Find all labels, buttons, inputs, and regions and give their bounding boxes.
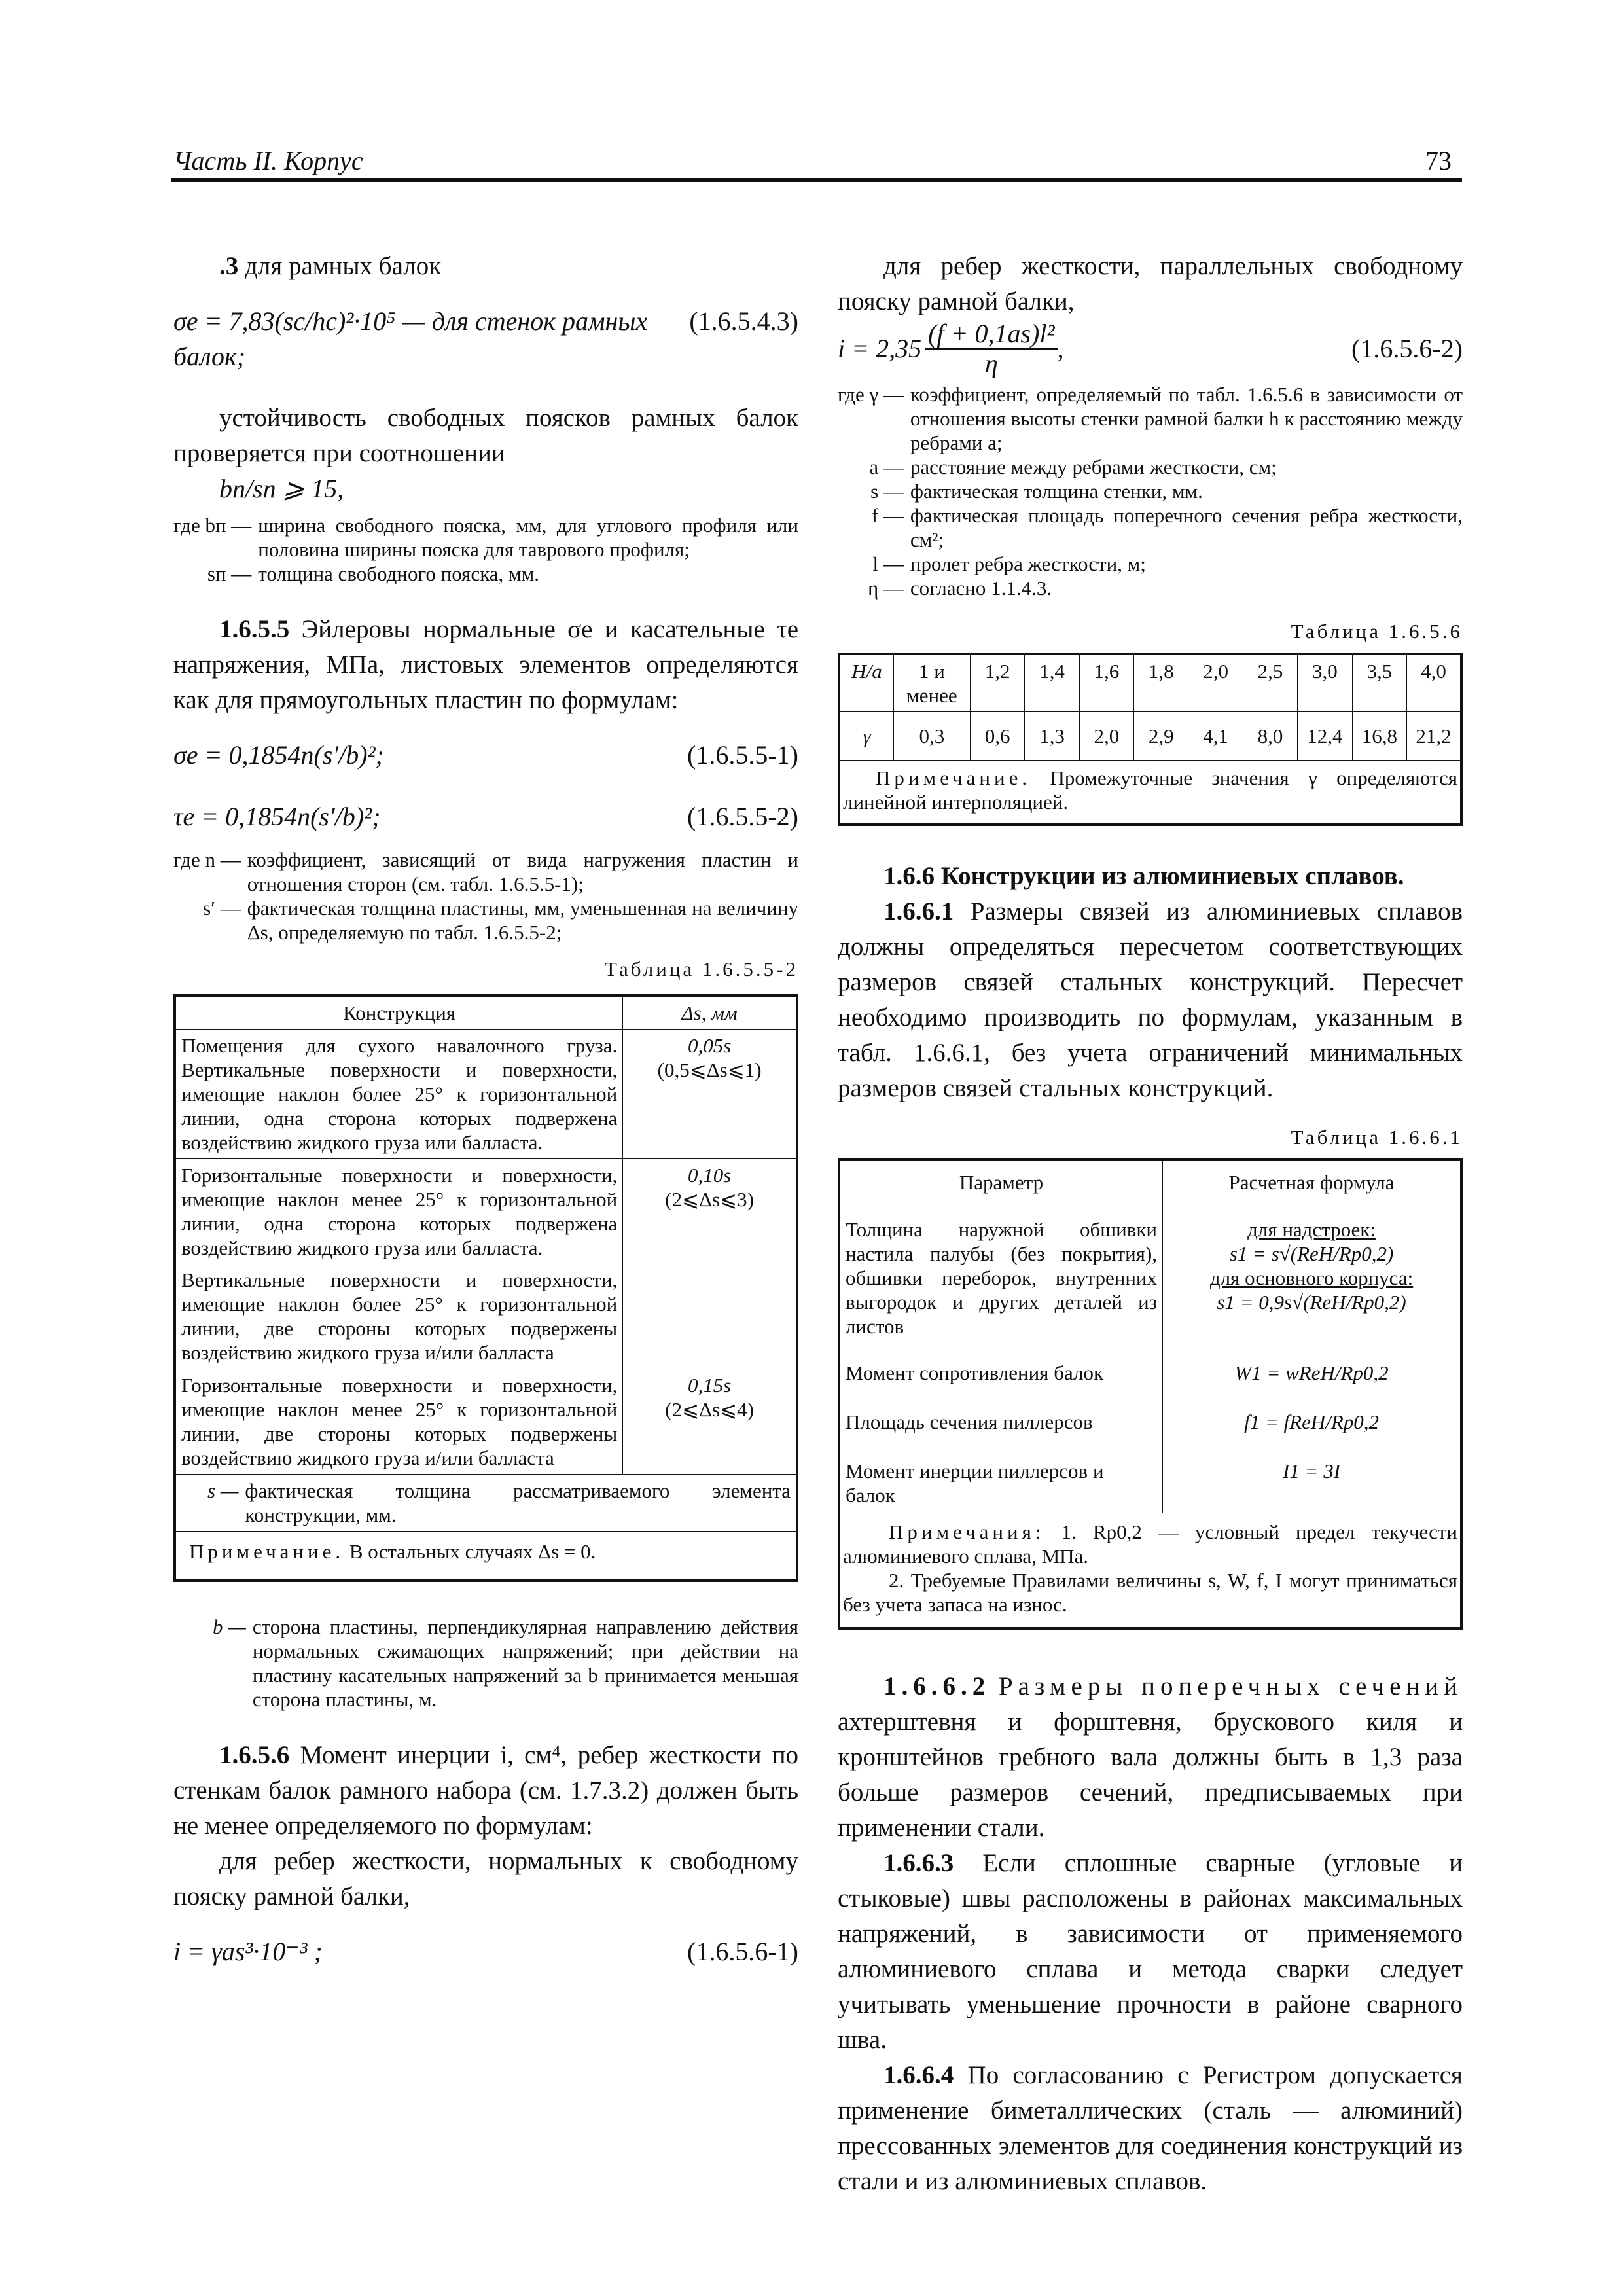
fraction <box>925 319 1057 378</box>
note-text: 2. Требуемые Правилами величины s, W, f, I могут приниматься без учета запаса на износ. <box>843 1569 1457 1616</box>
paragraph <box>838 2058 1463 2199</box>
note-label: Примечания: <box>889 1520 1045 1543</box>
table-row <box>839 1441 1461 1513</box>
table-cell: 3,0 <box>1298 654 1352 712</box>
table-cell <box>1163 1204 1461 1343</box>
formula-expression: σe = 0,1854n(s′/b)²; <box>173 740 384 770</box>
table-cell <box>623 1369 797 1475</box>
legend-symbol: sп — <box>207 562 252 585</box>
legend-text: ширина свободного пояска, мм, для углового профиля или половина ширины пояска для таврового профиля; <box>258 514 798 561</box>
table-note <box>175 1475 797 1532</box>
header-rule <box>171 178 1462 182</box>
running-header: Часть II. Корпус <box>173 146 363 175</box>
fraction-numerator: (f + 0,1as)l² <box>925 319 1057 350</box>
cell-range: (2⩽Δs⩽4) <box>665 1398 754 1421</box>
table-cell: W1 = wReH/Rp0,2 <box>1163 1342 1461 1391</box>
legend-symbol: где bп — <box>173 514 252 537</box>
legend-symbol: η — <box>867 577 904 600</box>
table-cell: f1 = fReH/Rp0,2 <box>1163 1391 1461 1441</box>
legend-symbol: где n — <box>173 848 241 871</box>
table-cell: Момент сопротивления балок <box>839 1342 1163 1391</box>
table-cell: 1 и менее <box>893 654 970 712</box>
table-cell: I1 = 3I <box>1163 1441 1461 1513</box>
legend-symbol: l — <box>872 552 904 575</box>
paragraph-text: Если сплошные сварные (угловые и стыковые) швы расположены в районах максимальных напряжений, в зависимости от применяемого алюминиевого сплава и метода сварки следует учитывать уменьшение прочности в районе сварного шва. <box>838 1849 1463 2054</box>
table-cell: 1,6 <box>1079 654 1133 712</box>
legend-symbol: s — <box>870 480 904 503</box>
formula <box>173 304 798 374</box>
cell-text: Вертикальные поверхности и поверхности, имеющие наклон более 25° к горизонтальной линии, две стороны которых подвержены воздействию жидкого груза и/или балласта <box>181 1268 618 1364</box>
paragraph: для ребер жесткости, параллельных свободному пояску рамной балки, <box>838 252 1463 315</box>
table-cell: 1,4 <box>1025 654 1079 712</box>
table-cell: 4,0 <box>1407 654 1461 712</box>
paragraph-text: Размеры связей из алюминиевых сплавов должны определяться пересчетом соответствующих размеров связей стальных конструкций. Пересчет необходимо производить по формулам, указанным в табл. 1.6.6.1, без учета ограничений минимальных размеров связей стальных конструкций. <box>838 897 1463 1102</box>
table-cell: 21,2 <box>1407 712 1461 761</box>
note-text: 1. Rp0,2 — условный предел текучести алюминиевого сплава, МПа. <box>843 1520 1457 1568</box>
right-column <box>838 249 1463 2199</box>
note-text: Промежуточные значения γ определяются линейной интерполяцией. <box>843 766 1457 814</box>
table-delta-s <box>173 994 798 1582</box>
formula-number: (1.6.5.5-1) <box>687 740 798 770</box>
paragraph <box>173 1738 798 1844</box>
table-cell: 2,0 <box>1079 712 1133 761</box>
table-cell: 1,3 <box>1025 712 1079 761</box>
table-row <box>839 654 1461 712</box>
cell-formula: s1 = 0,9s√(ReH/Rp0,2) <box>1217 1291 1406 1314</box>
formula-label: для основного корпуса: <box>1209 1266 1414 1289</box>
table-cell: 8,0 <box>1243 712 1297 761</box>
cell-text: Горизонтальные поверхности и поверхности, имеющие наклон менее 25° к горизонтальной линии, одна сторона которых подвержена воздействию жидкого груза или балласта. <box>181 1164 618 1259</box>
table-cell: Площадь сечения пиллерсов <box>839 1391 1163 1441</box>
paragraph-text: Момент инерции i, см⁴, ребер жесткости по стенкам балок рамного набора (см. 1.7.3.2) должен быть не менее определяемого по формулам: <box>173 1741 798 1840</box>
table-header-cell: Расчетная формула <box>1163 1160 1461 1204</box>
legend-text: пролет ребра жесткости, м; <box>910 552 1146 575</box>
formula <box>173 471 798 507</box>
symbol-legend <box>173 848 798 944</box>
table-row <box>839 1391 1461 1441</box>
clause-number: .3 <box>219 252 239 280</box>
paragraph-text: для рамных балок <box>245 252 442 280</box>
cell-formula: s1 = s√(ReH/Rp0,2) <box>1229 1242 1394 1265</box>
table-cell <box>623 1159 797 1369</box>
cell-value: 0,15s <box>687 1374 732 1397</box>
formula-number: (1.6.5.6-1) <box>687 1937 798 1966</box>
symbol-legend <box>838 382 1463 600</box>
paragraph-text: По согласованию с Регистром допускается применение биметаллических (сталь — алюминий) прессованных элементов для соединения конструкций из стали и из алюминиевых сплавов. <box>838 2061 1463 2195</box>
legend-symbol: s — <box>207 1479 239 1502</box>
legend-symbol: s′ — <box>203 897 241 920</box>
formula-lhs: i = 2,35 <box>838 334 922 363</box>
legend-symbol: b — <box>213 1615 246 1638</box>
table-gamma <box>838 653 1463 826</box>
formula <box>173 799 798 834</box>
cell-range: (2⩽Δs⩽3) <box>665 1188 754 1211</box>
legend-symbol: f — <box>871 504 904 527</box>
clause-number: 1.6.6.1 <box>883 897 954 925</box>
table-cell: H/a <box>839 654 893 712</box>
symbol-legend <box>173 513 798 586</box>
paragraph <box>173 612 798 718</box>
legend-text: согласно 1.1.4.3. <box>910 577 1052 600</box>
table-row <box>175 1369 797 1475</box>
legend-text: фактическая толщина стенки, мм. <box>910 480 1203 503</box>
table-note <box>839 761 1461 825</box>
legend-symbol: где γ — <box>838 383 904 406</box>
table-note <box>839 1513 1461 1629</box>
table-cell: 2,5 <box>1243 654 1297 712</box>
table-cell: 0,6 <box>970 712 1024 761</box>
cell-range: (0,5⩽Δs⩽1) <box>657 1058 762 1081</box>
legend-text: фактическая толщина пластины, мм, уменьшенная на величину Δs, определяемую по табл. 1.6.5.5-2; <box>247 897 798 944</box>
table-row <box>175 1030 797 1159</box>
table-caption: Таблица 1.6.5.5-2 <box>604 958 798 980</box>
table-cell: 12,4 <box>1298 712 1352 761</box>
legend-text: коэффициент, зависящий от вида нагружения пластин и отношения сторон (см. табл. 1.6.5.5-1); <box>247 848 798 895</box>
formula-expression: σe = 7,83(sc/hc)²·10⁵ — для стенок рамных балок; <box>173 306 648 371</box>
table-header-cell: Δs, мм <box>623 996 797 1030</box>
formula-number: (1.6.5.6-2) <box>1351 334 1463 363</box>
clause-number: 1.6.6.4 <box>883 2061 954 2089</box>
clause-number: 1.6.6.2 <box>883 1672 991 1700</box>
table-cell: γ <box>839 712 893 761</box>
table-cell: 16,8 <box>1352 712 1406 761</box>
clause-number: 1.6.5.6 <box>219 1741 290 1769</box>
paragraph: устойчивость свободных поясков рамных балок проверяется при соотношении <box>173 404 798 467</box>
table-cell <box>623 1030 797 1159</box>
table-cell: 0,3 <box>893 712 970 761</box>
table-cell: 4,1 <box>1188 712 1243 761</box>
table-cell: Толщина наружной обшивки настила палубы (без покрытия), обшивки переборок, внутренних выгородок и других деталей из листов <box>839 1204 1163 1343</box>
formula-expression: i = γas³·10⁻³ ; <box>173 1937 323 1966</box>
table-caption: Таблица 1.6.6.1 <box>1291 1126 1463 1149</box>
legend-text: коэффициент, определяемый по табл. 1.6.5.6 в зависимости от отношения высоты стенки рамной балки h к расстоянию между ребрами a; <box>910 383 1463 454</box>
table-cell: 2,9 <box>1134 712 1188 761</box>
formula-number: (1.6.5.5-2) <box>687 802 798 831</box>
table-cell: 3,5 <box>1352 654 1406 712</box>
cell-value: 0,05s <box>687 1034 732 1057</box>
legend-text: толщина свободного пояска, мм. <box>258 562 540 585</box>
formula-number: (1.6.5.4.3) <box>689 306 798 336</box>
legend-text: сторона пластины, перпендикулярная направлению действия нормальных сжимающих напряжений; при действии на пластину касательных напряжений за b принимается меньшая сторона пластины, м. <box>252 1615 798 1711</box>
cell-value: 0,10s <box>687 1164 732 1187</box>
formula-expression: τe = 0,1854n(s′/b)²; <box>173 802 381 831</box>
fraction-denominator: η <box>984 349 998 378</box>
table-cell: 1,2 <box>970 654 1024 712</box>
paragraph <box>173 249 798 284</box>
table-cell: Горизонтальные поверхности и поверхности, имеющие наклон менее 25° к горизонтальной линии, две стороны которых подвержены воздействию жидкого груза и/или балласта <box>175 1369 623 1475</box>
page-number: 73 <box>1425 146 1452 175</box>
legend-text: фактическая толщина рассматриваемого элемента конструкции, мм. <box>245 1479 791 1526</box>
table-cell <box>175 1159 623 1369</box>
legend-text: расстояние между ребрами жесткости, см; <box>910 456 1277 478</box>
table-cell: Помещения для сухого навалочного груза. Вертикальные поверхности и поверхности, имеющие наклон более 25° к горизонтальной линии, одна сторона которых подвержена воздействию жидкого груза или балласта. <box>175 1030 623 1159</box>
note-label: Примечание. <box>189 1540 345 1563</box>
formula <box>173 1934 798 1969</box>
paragraph: для ребер жесткости, нормальных к свободному пояску рамной балки, <box>173 1847 798 1910</box>
table-header-cell: Параметр <box>839 1160 1163 1204</box>
clause-number: 1.6.5.5 <box>219 615 290 643</box>
table-cell: 1,8 <box>1134 654 1188 712</box>
note-text: В остальных случаях Δs = 0. <box>349 1540 596 1563</box>
table-row <box>839 1204 1461 1343</box>
table-row <box>839 1342 1461 1391</box>
paragraph <box>838 1846 1463 2058</box>
section-heading: 1.6.6 Конструкции из алюминиевых сплавов. <box>883 862 1404 890</box>
symbol-legend <box>173 1615 798 1712</box>
clause-number: 1.6.6.3 <box>883 1849 954 1877</box>
table-cell: Момент инерции пиллерсов и балок <box>839 1441 1163 1513</box>
paragraph <box>838 894 1463 1106</box>
table-cell: 2,0 <box>1188 654 1243 712</box>
table-row <box>175 1159 797 1369</box>
formula <box>173 738 798 773</box>
formula: i = 2,35 $\frac{\text{(f + 0,1as)l²}}{\eta}$ , (1.6.5.6-2) <box>838 319 1463 378</box>
left-column <box>173 249 798 1969</box>
paragraph <box>838 1669 1463 1846</box>
legend-text: фактическая площадь поперечного сечения ребра жесткости, см²; <box>910 504 1463 551</box>
note-label: Примечание. <box>876 766 1031 789</box>
table-caption: Таблица 1.6.5.6 <box>1291 620 1463 643</box>
table-row <box>839 712 1461 761</box>
table-header-cell: Конструкция <box>175 996 623 1030</box>
legend-symbol: a — <box>869 456 904 478</box>
paragraph-text: Эйлеровы нормальные σe и касательные τe напряжения, МПа, листовых элементов определяются как для прямоугольных пластин по формулам: <box>173 615 798 714</box>
formula-expression: bп/sп ⩾ 15, <box>219 474 344 503</box>
paragraph-lead: Размеры поперечных сечений <box>998 1672 1463 1700</box>
paragraph-text: ахтерштевня и форштевня, брускового киля и кронштейнов гребного вала должны быть в 1,3 раза больше размеров сечений, предписываемых при применении стали. <box>838 1708 1463 1842</box>
table-note <box>175 1532 797 1581</box>
formula-label: для надстроек: <box>1247 1218 1376 1241</box>
table-aluminium <box>838 1158 1463 1630</box>
